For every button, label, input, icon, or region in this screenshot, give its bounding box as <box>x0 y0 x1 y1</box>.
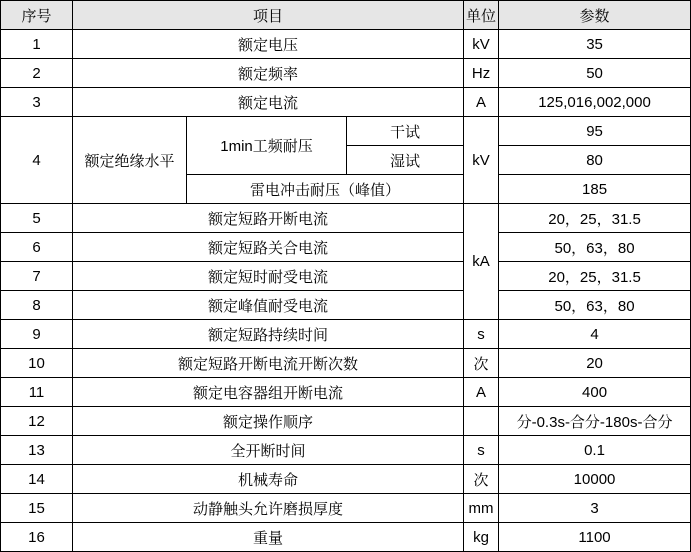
row-param: 185 <box>499 175 691 204</box>
row-param: 50 <box>499 59 691 88</box>
row-seq: 4 <box>1 117 73 204</box>
row-item: 额定电压 <box>73 30 464 59</box>
row-item: 动静触头允许磨损厚度 <box>73 494 464 523</box>
row-param: 50，63，80 <box>499 291 691 320</box>
row-item: 额定短时耐受电流 <box>73 262 464 291</box>
row-item: 额定频率 <box>73 59 464 88</box>
table-row <box>1 233 691 262</box>
header-param: 参数 <box>499 1 691 30</box>
row-item: 额定电流 <box>73 88 464 117</box>
table-row <box>1 59 691 88</box>
header-row <box>1 1 691 30</box>
row-param: 20 <box>499 349 691 378</box>
table-row <box>1 204 691 233</box>
row-subitem-wet: 湿试 <box>347 146 464 175</box>
row-item: 额定短路关合电流 <box>73 233 464 262</box>
row-unit: s <box>464 320 499 349</box>
row-unit <box>464 407 499 436</box>
row-item: 全开断时间 <box>73 436 464 465</box>
table-row <box>1 465 691 494</box>
row-param: 50，63，80 <box>499 233 691 262</box>
table-row <box>1 320 691 349</box>
row-param: 400 <box>499 378 691 407</box>
row-unit: Hz <box>464 59 499 88</box>
row-param: 4 <box>499 320 691 349</box>
row-item: 额定绝缘水平 <box>73 117 187 204</box>
row-seq: 10 <box>1 349 73 378</box>
row-seq: 8 <box>1 291 73 320</box>
row-param: 95 <box>499 117 691 146</box>
row-item: 额定峰值耐受电流 <box>73 291 464 320</box>
row-item: 重量 <box>73 523 464 552</box>
row-param: 3 <box>499 494 691 523</box>
table-row <box>1 378 691 407</box>
row-param: 35 <box>499 30 691 59</box>
row-seq: 3 <box>1 88 73 117</box>
table-row <box>1 30 691 59</box>
row-item: 额定操作顺序 <box>73 407 464 436</box>
row-item: 额定短路开断电流 <box>73 204 464 233</box>
row-param: 10000 <box>499 465 691 494</box>
row-item: 额定短路开断电流开断次数 <box>73 349 464 378</box>
table-row <box>1 436 691 465</box>
row-param: 0.1 <box>499 436 691 465</box>
row-seq: 11 <box>1 378 73 407</box>
row-unit: kV <box>464 30 499 59</box>
row-subitem-lightning: 雷电冲击耐压（峰值） <box>187 175 464 204</box>
row-seq: 12 <box>1 407 73 436</box>
row-unit: A <box>464 88 499 117</box>
row-item: 机械寿命 <box>73 465 464 494</box>
row-unit: A <box>464 378 499 407</box>
row-unit: mm <box>464 494 499 523</box>
row-param: 80 <box>499 146 691 175</box>
row-item: 额定短路持续时间 <box>73 320 464 349</box>
row-seq: 15 <box>1 494 73 523</box>
table-row <box>1 262 691 291</box>
row-unit: kV <box>464 117 499 204</box>
row-seq: 2 <box>1 59 73 88</box>
table-row <box>1 407 691 436</box>
row-item: 额定电容器组开断电流 <box>73 378 464 407</box>
table-row <box>1 349 691 378</box>
row-param: 20，25，31.5 <box>499 262 691 291</box>
row-subitem-dry: 干试 <box>347 117 464 146</box>
row-seq: 5 <box>1 204 73 233</box>
row-seq: 1 <box>1 30 73 59</box>
row-seq: 14 <box>1 465 73 494</box>
row-unit: kg <box>464 523 499 552</box>
row-param: 125,016,002,000 <box>499 88 691 117</box>
table-row <box>1 88 691 117</box>
row-unit: 次 <box>464 349 499 378</box>
table-row <box>1 523 691 552</box>
table-row <box>1 117 691 146</box>
row-subitem-power-frequency: 1min工频耐压 <box>187 117 347 175</box>
row-seq: 9 <box>1 320 73 349</box>
row-param: 1100 <box>499 523 691 552</box>
row-seq: 13 <box>1 436 73 465</box>
table-row <box>1 494 691 523</box>
row-seq: 7 <box>1 262 73 291</box>
header-item: 项目 <box>73 1 464 30</box>
table-row <box>1 291 691 320</box>
row-param: 分-0.3s-合分-180s-合分 <box>499 407 691 436</box>
header-seq: 序号 <box>1 1 73 30</box>
row-unit: s <box>464 436 499 465</box>
row-unit: 次 <box>464 465 499 494</box>
row-seq: 6 <box>1 233 73 262</box>
row-unit: kA <box>464 204 499 320</box>
header-unit: 单位 <box>464 1 499 30</box>
row-seq: 16 <box>1 523 73 552</box>
row-param: 20，25，31.5 <box>499 204 691 233</box>
